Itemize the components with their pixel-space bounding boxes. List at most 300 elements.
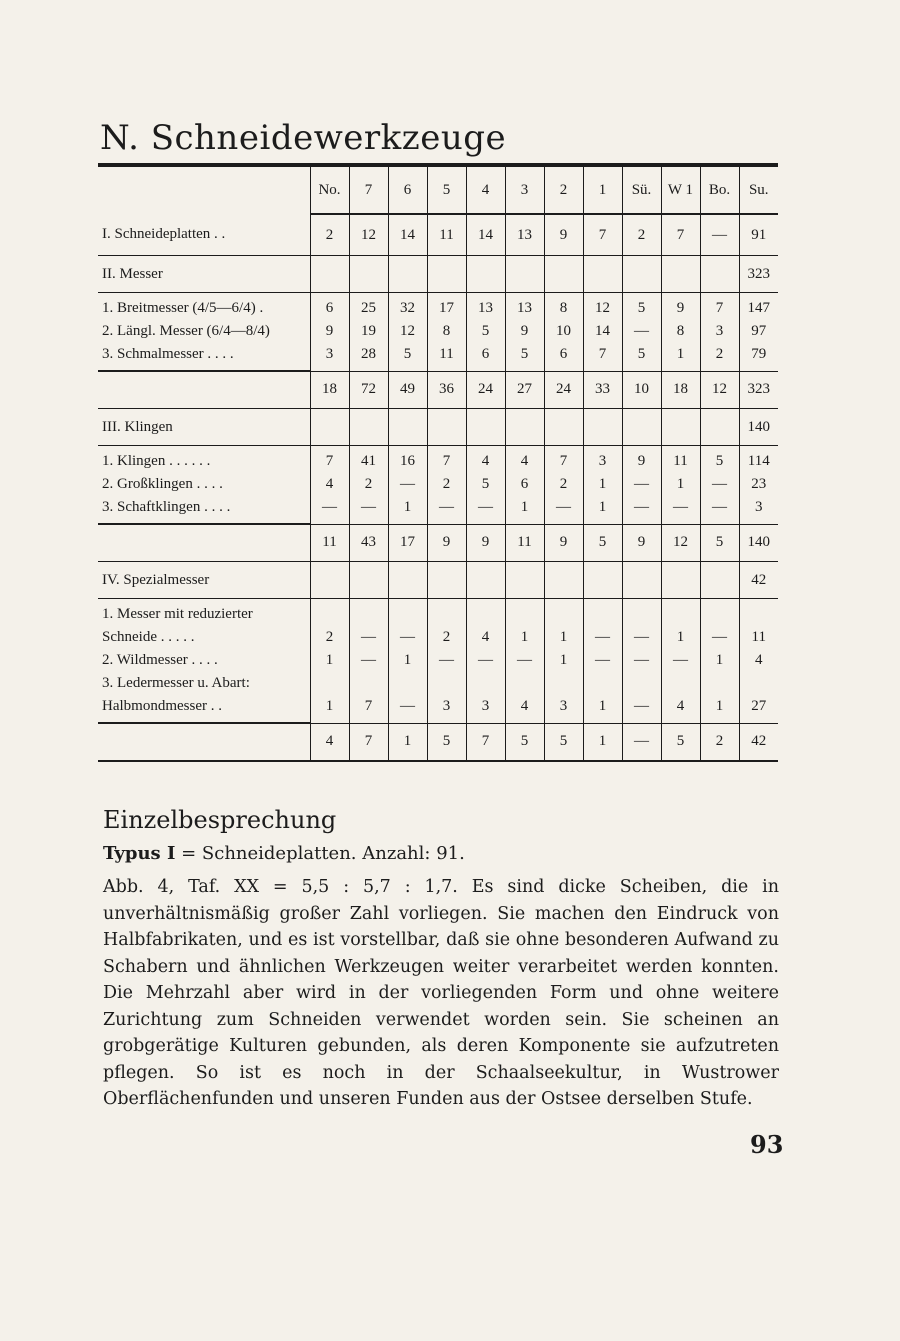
cell-value	[350, 603, 388, 626]
cell-value	[467, 672, 505, 695]
cell-value: 1	[403, 652, 412, 669]
value-cell	[700, 293, 739, 372]
value-cell: 12	[661, 524, 700, 562]
value-cell	[622, 256, 661, 293]
value-cell: 5	[505, 723, 544, 761]
cell-value	[584, 672, 622, 695]
value-cell	[700, 599, 739, 724]
cell-value: —	[595, 652, 610, 669]
value-cell: 13	[505, 214, 544, 256]
value-cell	[466, 446, 505, 525]
value-cell: —	[700, 214, 739, 256]
cell-value: 4	[481, 453, 490, 470]
value-cell	[544, 599, 583, 724]
cell-value: —	[595, 629, 610, 646]
value-cell	[505, 256, 544, 293]
value-cell	[661, 293, 700, 372]
cell-value: 2	[442, 629, 451, 646]
cell-value: 5	[715, 453, 724, 470]
cell-value: 17	[439, 300, 454, 317]
value-cell: 36	[427, 371, 466, 409]
table-row	[98, 214, 778, 256]
value-cell: 24	[544, 371, 583, 409]
value-cell	[427, 409, 466, 446]
value-cell	[583, 562, 622, 599]
column-header: 7	[349, 167, 388, 214]
cell-value: 79	[751, 346, 767, 363]
table-total-row	[98, 371, 778, 409]
cell-value: 7	[325, 453, 334, 470]
cell-value: 5	[520, 346, 529, 363]
cell-value: 7	[715, 300, 724, 317]
cell-value: 2	[364, 476, 373, 493]
value-cell: 12	[700, 371, 739, 409]
cell-value: 3	[442, 698, 451, 715]
row-labels-cell	[98, 446, 310, 525]
cell-value: 41	[361, 453, 376, 470]
cell-value: —	[400, 698, 415, 715]
column-header: No.	[310, 167, 349, 214]
cell-value	[545, 603, 583, 626]
value-cell: 2	[622, 214, 661, 256]
value-cell: 14	[388, 214, 427, 256]
value-cell: 33	[583, 371, 622, 409]
cell-value: 9	[325, 323, 334, 340]
table-group-row	[98, 446, 778, 525]
cell-value: —	[478, 499, 493, 516]
cell-value: 9	[676, 300, 685, 317]
value-cell	[388, 409, 427, 446]
cell-value: 6	[325, 300, 334, 317]
value-cell	[388, 562, 427, 599]
table-total-row	[98, 524, 778, 562]
row-label: 3. Schmalmesser . . . .	[102, 346, 234, 362]
cell-value: 4	[481, 629, 490, 646]
value-cell: 7	[466, 723, 505, 761]
row-label: 1. Breitmesser (4/5—6/4) .	[102, 300, 264, 316]
cell-value: —	[634, 499, 649, 516]
value-cell	[544, 256, 583, 293]
value-cell	[310, 293, 349, 372]
value-cell	[310, 562, 349, 599]
value-cell: 323	[739, 371, 778, 409]
value-cell: 9	[544, 524, 583, 562]
cell-value	[311, 603, 349, 626]
value-cell	[388, 256, 427, 293]
cell-value: 1	[520, 499, 529, 516]
value-cell	[700, 562, 739, 599]
value-cell	[505, 599, 544, 724]
row-label	[98, 723, 310, 761]
column-header: Sü.	[622, 167, 661, 214]
value-cell	[310, 446, 349, 525]
value-cell	[349, 562, 388, 599]
value-cell	[310, 599, 349, 724]
cell-value: 32	[400, 300, 415, 317]
column-header: 4	[466, 167, 505, 214]
cell-value: —	[361, 629, 376, 646]
value-cell: 5	[544, 723, 583, 761]
row-label: IV. Spezialmesser	[98, 562, 310, 599]
value-cell	[583, 293, 622, 372]
cell-value: —	[556, 499, 571, 516]
cell-value: 5	[481, 476, 490, 493]
cell-value: 3	[755, 499, 763, 516]
header-label-cell	[98, 167, 310, 214]
value-cell	[739, 293, 778, 372]
cell-value: 1	[598, 476, 607, 493]
cell-value: 6	[559, 346, 568, 363]
cell-value: —	[439, 652, 454, 669]
value-cell: 72	[349, 371, 388, 409]
value-cell	[661, 599, 700, 724]
section-title: N. Schneidewerkzeuge	[100, 118, 507, 158]
value-cell	[661, 446, 700, 525]
cell-value	[506, 672, 544, 695]
row-labels-cell	[98, 599, 310, 724]
cell-value: 5	[637, 346, 646, 363]
value-cell: 9	[622, 524, 661, 562]
cell-value: 28	[361, 346, 376, 363]
cell-value: 3	[715, 323, 724, 340]
cell-value: —	[400, 629, 415, 646]
cell-value: —	[712, 499, 727, 516]
cell-value	[623, 603, 661, 626]
data-table	[98, 167, 778, 762]
cell-value: 7	[442, 453, 451, 470]
cell-value: 3	[598, 453, 607, 470]
cell-value: —	[712, 476, 727, 493]
cell-value: 23	[751, 476, 767, 493]
column-header: 5	[427, 167, 466, 214]
value-cell: 9	[466, 524, 505, 562]
cell-value: 7	[559, 453, 568, 470]
value-cell	[466, 599, 505, 724]
cell-value: —	[712, 629, 727, 646]
value-cell: 7	[583, 214, 622, 256]
value-cell: 1	[583, 723, 622, 761]
column-header: W 1	[661, 167, 700, 214]
cell-value	[311, 672, 349, 695]
cell-value: —	[400, 476, 415, 493]
typus-rest: = Schneideplatten. Anzahl: 91.	[175, 843, 465, 864]
cell-value: 4	[325, 476, 334, 493]
value-cell	[505, 446, 544, 525]
cell-value: 1	[676, 346, 685, 363]
value-cell: 9	[544, 214, 583, 256]
cell-value: —	[634, 652, 649, 669]
cell-value	[701, 603, 739, 626]
value-cell	[622, 293, 661, 372]
cell-value	[662, 603, 700, 626]
value-cell: 5	[661, 723, 700, 761]
value-cell: 11	[427, 214, 466, 256]
cell-value: —	[634, 323, 649, 340]
column-header: Su.	[739, 167, 778, 214]
column-header: 3	[505, 167, 544, 214]
value-cell	[466, 293, 505, 372]
cell-value: 27	[751, 698, 767, 715]
column-header: 6	[388, 167, 427, 214]
cell-value: —	[634, 629, 649, 646]
cell-value: —	[634, 476, 649, 493]
cell-value: 2	[325, 629, 334, 646]
cell-value: 1	[715, 652, 724, 669]
cell-value: 11	[439, 346, 454, 363]
row-label: 2. Wildmesser . . . .	[102, 652, 218, 668]
cell-value: 4	[676, 698, 685, 715]
cell-value: 8	[559, 300, 568, 317]
cell-value	[389, 603, 427, 626]
value-cell	[310, 409, 349, 446]
cell-value	[545, 672, 583, 695]
value-cell	[505, 293, 544, 372]
row-label: I. Schneideplatten . .	[102, 226, 226, 242]
value-cell: 5	[427, 723, 466, 761]
value-cell	[388, 293, 427, 372]
table-row	[98, 562, 778, 599]
row-labels-cell	[98, 293, 310, 372]
cell-value: 12	[595, 300, 610, 317]
value-cell	[622, 562, 661, 599]
cell-value: 6	[481, 346, 490, 363]
cell-value: 11	[751, 629, 766, 646]
value-cell: 2	[310, 214, 349, 256]
cell-value: 1	[598, 499, 607, 516]
value-cell	[583, 409, 622, 446]
value-cell	[622, 599, 661, 724]
cell-value: 8	[442, 323, 451, 340]
row-label: III. Klingen	[98, 409, 310, 446]
value-cell	[505, 562, 544, 599]
value-cell	[427, 446, 466, 525]
cell-value: 1	[520, 629, 529, 646]
cell-value: —	[439, 499, 454, 516]
value-cell: 24	[466, 371, 505, 409]
value-cell: 18	[310, 371, 349, 409]
cell-value	[740, 603, 779, 626]
value-cell: 7	[661, 214, 700, 256]
value-cell	[700, 409, 739, 446]
cell-value	[701, 672, 739, 695]
value-cell	[427, 562, 466, 599]
value-cell	[739, 599, 778, 724]
typus-line	[103, 843, 465, 864]
value-cell: 42	[739, 562, 778, 599]
value-cell	[661, 256, 700, 293]
value-cell	[661, 409, 700, 446]
value-cell	[349, 446, 388, 525]
cell-value: —	[673, 499, 688, 516]
cell-value: 8	[676, 323, 685, 340]
value-cell: 17	[388, 524, 427, 562]
cell-value: 3	[559, 698, 568, 715]
value-cell: 7	[349, 723, 388, 761]
value-cell: 18	[661, 371, 700, 409]
value-cell	[349, 293, 388, 372]
value-cell: 2	[700, 723, 739, 761]
cell-value: 1	[676, 476, 685, 493]
column-header: 2	[544, 167, 583, 214]
cell-value: 25	[361, 300, 376, 317]
value-cell	[310, 256, 349, 293]
row-label: 3. Ledermesser u. Abart:	[102, 675, 250, 691]
cell-value: 5	[481, 323, 490, 340]
value-cell: 11	[505, 524, 544, 562]
cell-value: 12	[400, 323, 415, 340]
value-cell: 11	[310, 524, 349, 562]
value-cell: 323	[739, 256, 778, 293]
cell-value: 3	[481, 698, 490, 715]
value-cell: 9	[427, 524, 466, 562]
row-label: 2. Großklingen . . . .	[102, 476, 223, 492]
value-cell	[427, 293, 466, 372]
value-cell	[661, 562, 700, 599]
cell-value	[350, 672, 388, 695]
table-group-row	[98, 599, 778, 724]
value-cell: 12	[349, 214, 388, 256]
cell-value: 4	[520, 698, 529, 715]
cell-value: 10	[556, 323, 571, 340]
cell-value: 9	[520, 323, 529, 340]
value-cell	[466, 256, 505, 293]
value-cell	[622, 446, 661, 525]
value-cell	[700, 446, 739, 525]
cell-value: 14	[595, 323, 610, 340]
row-label: Schneide . . . . .	[102, 629, 195, 645]
cell-value: 147	[747, 300, 770, 317]
value-cell	[544, 293, 583, 372]
row-label: 1. Messer mit reduzierter	[102, 606, 253, 622]
cell-value: 1	[325, 652, 334, 669]
table-row	[98, 409, 778, 446]
value-cell	[739, 446, 778, 525]
cell-value: 13	[478, 300, 493, 317]
cell-value: 5	[403, 346, 412, 363]
value-cell: 43	[349, 524, 388, 562]
typus-label: Typus I	[103, 843, 176, 864]
cell-value: 13	[517, 300, 532, 317]
value-cell: —	[622, 723, 661, 761]
cell-value: 3	[325, 346, 334, 363]
value-cell	[466, 409, 505, 446]
value-cell	[583, 256, 622, 293]
row-label: 1. Klingen . . . . . .	[102, 453, 211, 469]
cell-value: 19	[361, 323, 376, 340]
cell-value: —	[478, 652, 493, 669]
cell-value: 2	[715, 346, 724, 363]
cell-value: 5	[637, 300, 646, 317]
cell-value: 1	[325, 698, 334, 715]
value-cell: 4	[310, 723, 349, 761]
value-cell	[700, 256, 739, 293]
cell-value: —	[361, 499, 376, 516]
cell-value: 9	[637, 453, 646, 470]
cell-value: 4	[520, 453, 529, 470]
cell-value: 1	[676, 629, 685, 646]
value-cell	[427, 256, 466, 293]
value-cell	[544, 446, 583, 525]
value-cell	[466, 562, 505, 599]
cell-value: 1	[559, 629, 568, 646]
value-cell: 42	[739, 723, 778, 761]
cell-value	[428, 603, 466, 626]
row-label: 2. Längl. Messer (6/4—8/4)	[102, 323, 270, 339]
body-paragraph: Abb. 4, Taf. XX = 5,5 : 5,7 : 1,7. Es sind dicke Scheiben, die in unverhältnismäßig großer Zahl vorliegen. Sie machen den Eindruck von Halbfabrikaten, und es ist vorstellbar, daß sie ohne besonderen Aufwand zu Schabern und ähnlichen Werkzeugen weiter verarbeitet werden konnten. Die Mehrzahl aber wird in der vorliegenden Form und ohne weitere Zurichtung zum Schneiden verwendet worden sein. Sie scheinen an grobgerätige Kulturen gebunden, als deren Komponente sie aufzutreten pflegen. So ist es noch in der Schaalseekultur, in Wustrower Oberflächenfunden und unseren Funden aus der Ostsee derselben Stufe.	[103, 877, 779, 1109]
value-cell	[544, 409, 583, 446]
cell-value	[623, 672, 661, 695]
cell-value: 1	[559, 652, 568, 669]
value-cell: 140	[739, 524, 778, 562]
row-label: 3. Schaftklingen . . . .	[102, 499, 231, 515]
value-cell	[544, 562, 583, 599]
cell-value: 2	[559, 476, 568, 493]
row-label: II. Messer	[98, 256, 310, 293]
data-table-wrapper	[98, 163, 778, 762]
value-cell	[349, 409, 388, 446]
value-cell	[583, 599, 622, 724]
value-cell	[622, 409, 661, 446]
cell-value: 114	[747, 453, 770, 470]
cell-value	[584, 603, 622, 626]
cell-value: 2	[442, 476, 451, 493]
value-cell	[388, 599, 427, 724]
cell-value: 4	[755, 652, 763, 669]
cell-value	[467, 603, 505, 626]
cell-value	[428, 672, 466, 695]
cell-value: 1	[598, 698, 607, 715]
value-cell	[427, 599, 466, 724]
column-header: Bo.	[700, 167, 739, 214]
cell-value: 16	[400, 453, 415, 470]
table-header-row	[98, 167, 778, 214]
value-cell: 1	[388, 723, 427, 761]
value-cell: 10	[622, 371, 661, 409]
cell-value: 1	[403, 499, 412, 516]
subsection-heading: Einzelbesprechung	[103, 806, 337, 834]
cell-value: 11	[673, 453, 688, 470]
value-cell: 91	[739, 214, 778, 256]
table-group-row	[98, 293, 778, 372]
page-number: 93	[750, 1130, 784, 1159]
value-cell: 49	[388, 371, 427, 409]
table-total-row	[98, 723, 778, 761]
cell-value: —	[673, 652, 688, 669]
table-row	[98, 256, 778, 293]
value-cell	[349, 599, 388, 724]
row-label: Halbmondmesser . .	[102, 698, 222, 714]
value-cell: 140	[739, 409, 778, 446]
value-cell: 27	[505, 371, 544, 409]
cell-value: —	[517, 652, 532, 669]
cell-value: —	[361, 652, 376, 669]
row-label	[98, 371, 310, 409]
cell-value: 7	[598, 346, 607, 363]
cell-value: —	[634, 698, 649, 715]
value-cell	[505, 409, 544, 446]
cell-value	[662, 672, 700, 695]
cell-value: 97	[751, 323, 767, 340]
value-cell: 14	[466, 214, 505, 256]
cell-value: —	[322, 499, 337, 516]
value-cell	[349, 256, 388, 293]
value-cell	[583, 446, 622, 525]
cell-value	[506, 603, 544, 626]
row-label	[98, 524, 310, 562]
cell-value	[389, 672, 427, 695]
cell-value: 7	[364, 698, 373, 715]
value-cell: 5	[700, 524, 739, 562]
